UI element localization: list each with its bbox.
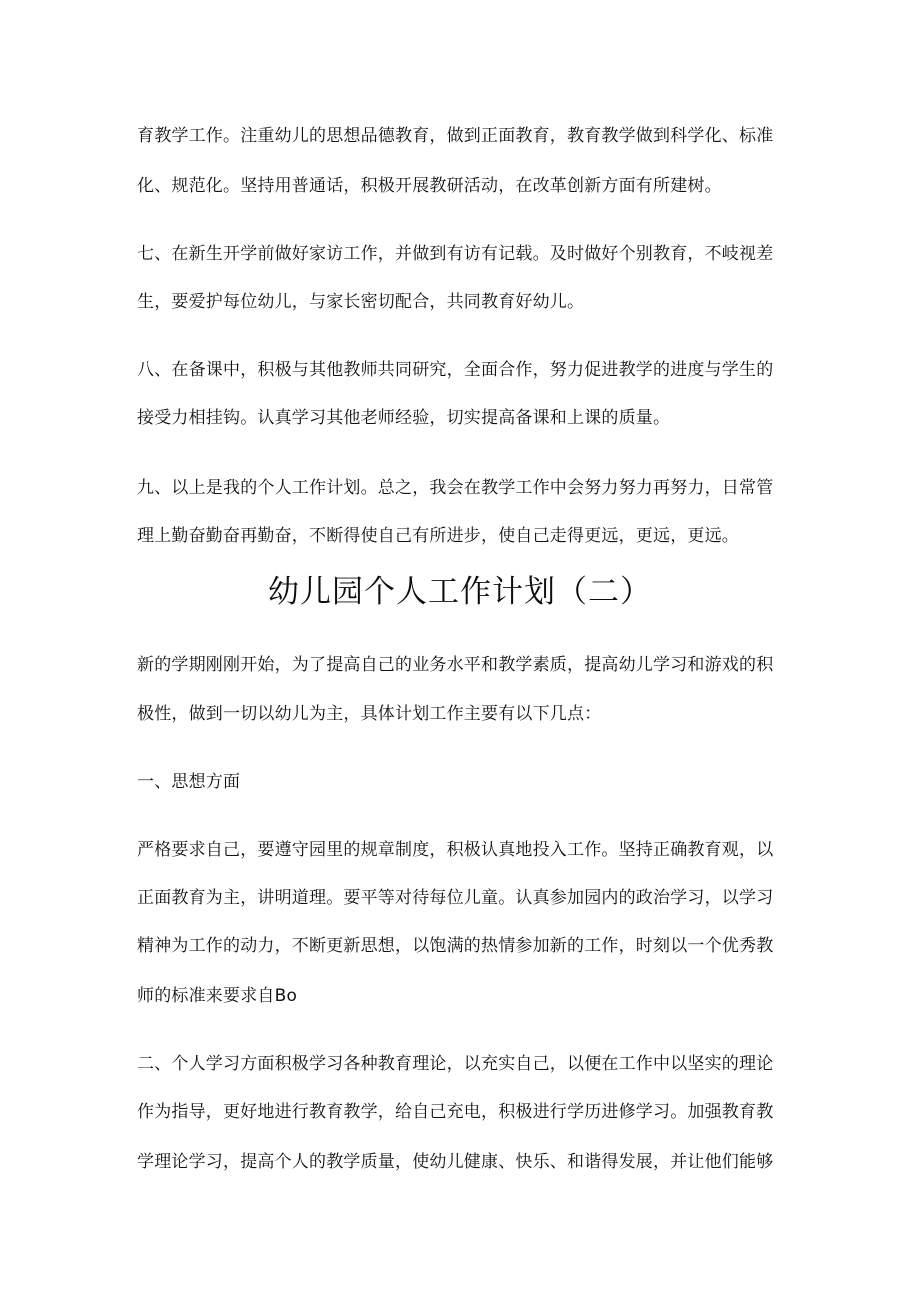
text-line: 理上勤奋勤奋再勤奋，不断得使自己有所进步，使自己走得更远，更远，更远。 xyxy=(137,526,739,546)
text-line: 一、思想方面 xyxy=(137,772,241,792)
text-line: 九、以上是我的个人工作计划。总之，我会在教学工作中会努力努力再努力，日常管 xyxy=(137,478,774,498)
text-line: 接受力相挂钩。认真学习其他老师经验，切实提高备课和上课的质量。 xyxy=(137,408,671,428)
text-line: 师的标准来要求自Bo xyxy=(137,986,298,1006)
text-line: 新的学期刚刚开始，为了提高自己的业务水平和教学素质，提高幼儿学习和游戏的积 xyxy=(137,655,774,675)
section-title: 幼儿园个人工作计划（二） xyxy=(268,574,652,610)
text-line: 作为指导，更好地进行教育教学，给自己充电，积极进行学历进修学习。加强教育教 xyxy=(137,1102,774,1122)
text-line: 正面教育为主，讲明道理。要平等对待每位儿童。认真参加园内的政治学习，以学习 xyxy=(137,888,774,908)
text-line: 八、在备课中，积极与其他教师共同研究，全面合作，努力促进教学的进度与学生的 xyxy=(137,360,774,380)
text-line: 育教学工作。注重幼儿的思想品德教育，做到正面教育，教育教学做到科学化、标准 xyxy=(137,126,774,146)
text-line: 严格要求自己，要遵守园里的规章制度，积极认真地投入工作。坚持正确教育观，以 xyxy=(137,840,774,860)
text-line: 化、规范化。坚持用普通话，积极开展教研活动，在改革创新方面有所建树。 xyxy=(137,176,722,196)
text-line: 学理论学习，提高个人的教学质量，使幼儿健康、快乐、和谐得发展，并让他们能够 xyxy=(137,1152,774,1172)
text-line: 二、个人学习方面积极学习各种教育理论，以充实自己，以便在工作中以坚实的理论 xyxy=(137,1054,774,1074)
text-line: 精神为工作的动力，不断更新思想，以饱满的热情参加新的工作，时刻以一个优秀教 xyxy=(137,936,774,956)
text-line: 生，要爱护每位幼儿，与家长密切配合，共同教育好幼儿。 xyxy=(137,292,585,312)
text-line: 七、在新生开学前做好家访工作，并做到有访有记载。及时做好个别教育，不岐视差 xyxy=(137,244,774,264)
text-line: 极性，做到一切以幼儿为主，具体计划工作主要有以下几点： xyxy=(137,704,602,724)
